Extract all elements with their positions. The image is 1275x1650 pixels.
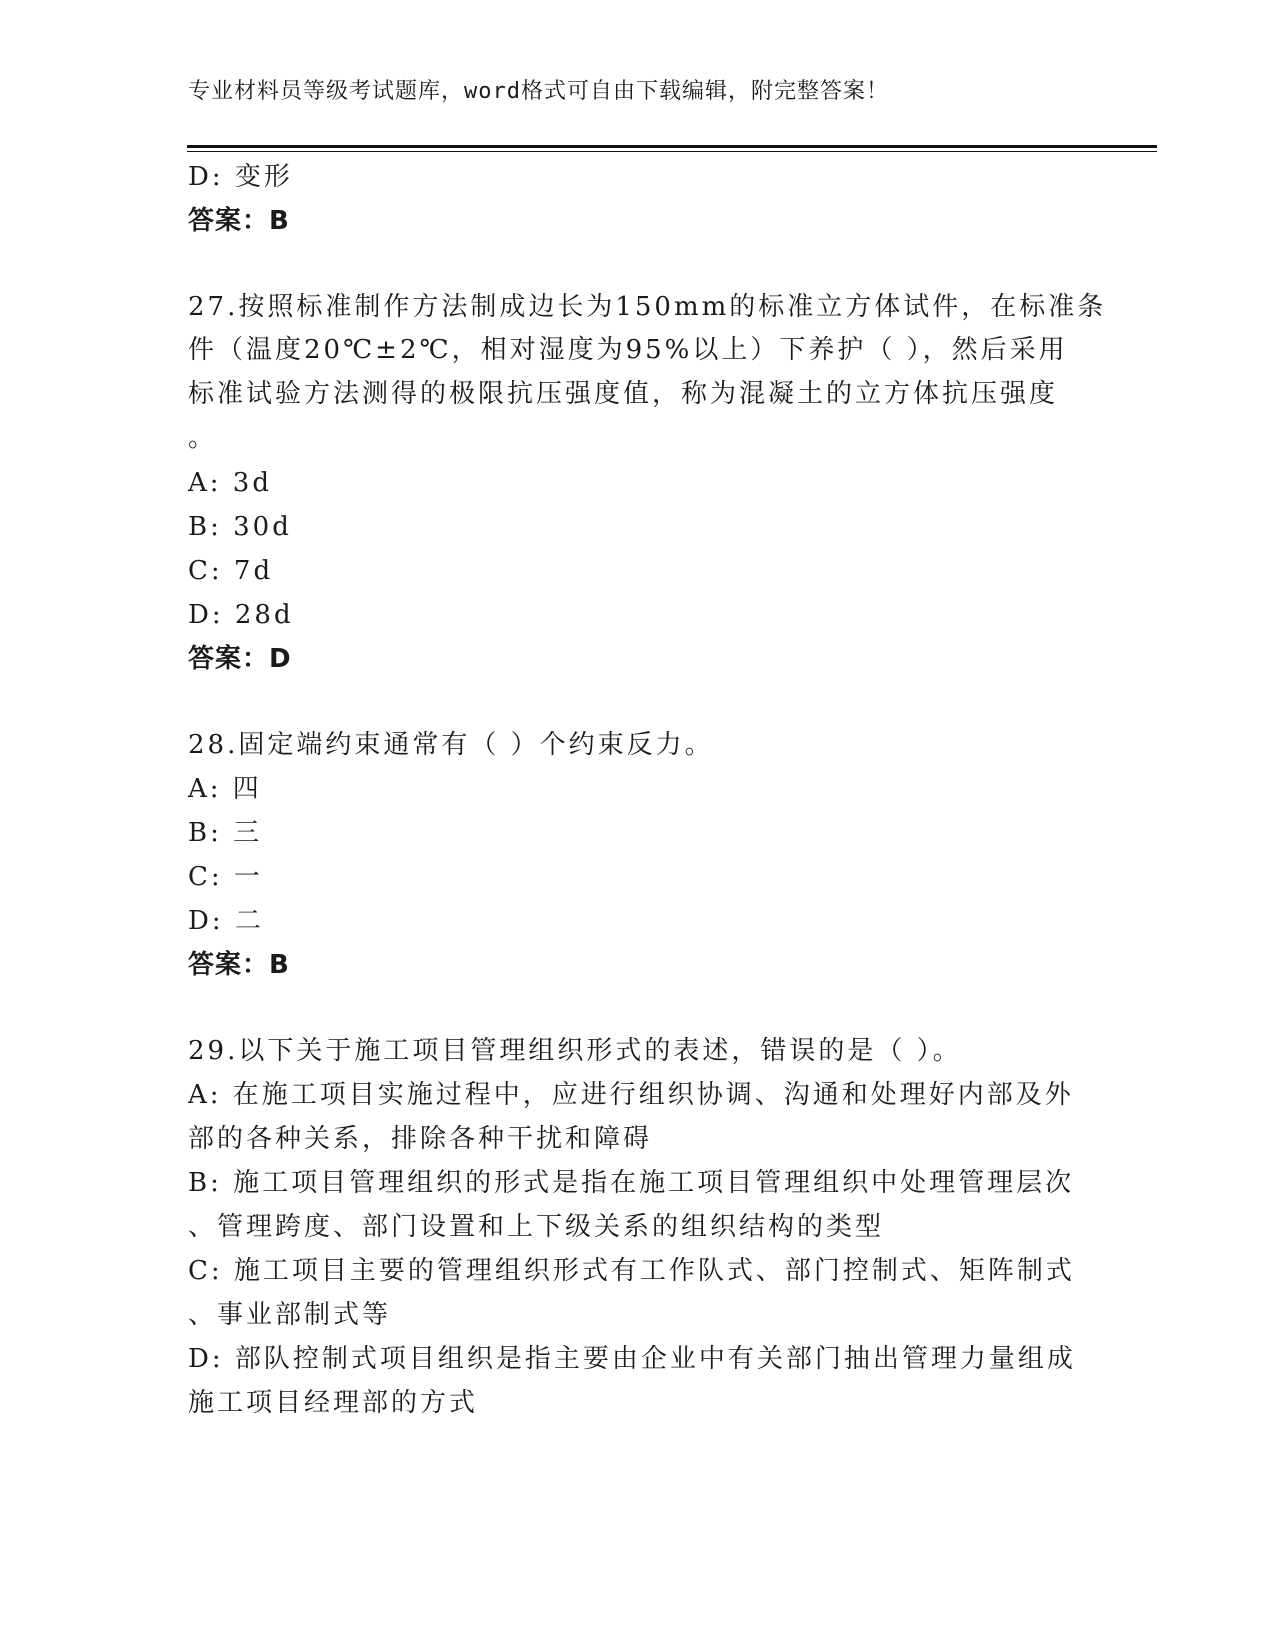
q27-option-a: A: 3d: [188, 468, 272, 498]
header-rule-thin: [187, 151, 1157, 152]
q28-option-c: C: 一: [188, 862, 263, 892]
q27-option-b: B: 30d: [188, 512, 292, 542]
q27-option-d: D: 28d: [188, 600, 294, 630]
header-rule-thick: [187, 145, 1157, 148]
q29-stem: 29.以下关于施工项目管理组织形式的表述，错误的是（ ）。: [188, 1036, 962, 1066]
q29-option-c-line-2: 、事业部制式等: [188, 1300, 392, 1330]
q29-option-a-line-2: 部的各种关系，排除各种干扰和障碍: [188, 1124, 653, 1154]
q27-stem-line-1: 27.按照标准制作方法制成边长为150mm的标准立方体试件，在标准条: [188, 292, 1107, 322]
q27-stem-line-3: 标准试验方法测得的极限抗压强度值，称为混凝土的立方体抗压强度: [188, 379, 1059, 409]
q28-stem: 28.固定端约束通常有（ ）个约束反力。: [188, 730, 714, 760]
q27-answer: 答案：D: [188, 644, 292, 674]
page-header: 专业材料员等级考试题库，word格式可自由下载编辑，附完整答案！: [188, 79, 889, 104]
q27-stem-line-2: 件（温度20℃±2℃，相对湿度为95%以上）下养护（ ），然后采用: [188, 335, 1068, 365]
q28-option-d: D: 二: [188, 906, 264, 936]
q27-stem-line-4: 。: [188, 423, 218, 453]
q28-answer: 答案：B: [188, 950, 290, 980]
q27-option-c: C: 7d: [188, 556, 274, 586]
q29-option-d-line-1: D: 部队控制式项目组织是指主要由企业中有关部门抽出管理力量组成: [188, 1344, 1076, 1374]
q29-option-b-line-1: B: 施工项目管理组织的形式是指在施工项目管理组织中处理管理层次: [188, 1168, 1075, 1198]
q28-option-a: A: 四: [188, 774, 262, 804]
q29-option-c-line-1: C: 施工项目主要的管理组织形式有工作队式、部门控制式、矩阵制式: [188, 1256, 1075, 1286]
q28-option-b: B: 三: [188, 818, 263, 848]
prev-answer: 答案：B: [188, 206, 290, 236]
prev-option-d: D: 变形: [188, 162, 293, 192]
q29-option-b-line-2: 、管理跨度、部门设置和上下级关系的组织结构的类型: [188, 1212, 885, 1242]
q29-option-d-line-2: 施工项目经理部的方式: [188, 1388, 479, 1418]
q29-option-a-line-1: A: 在施工项目实施过程中，应进行组织协调、沟通和处理好内部及外: [188, 1080, 1074, 1110]
